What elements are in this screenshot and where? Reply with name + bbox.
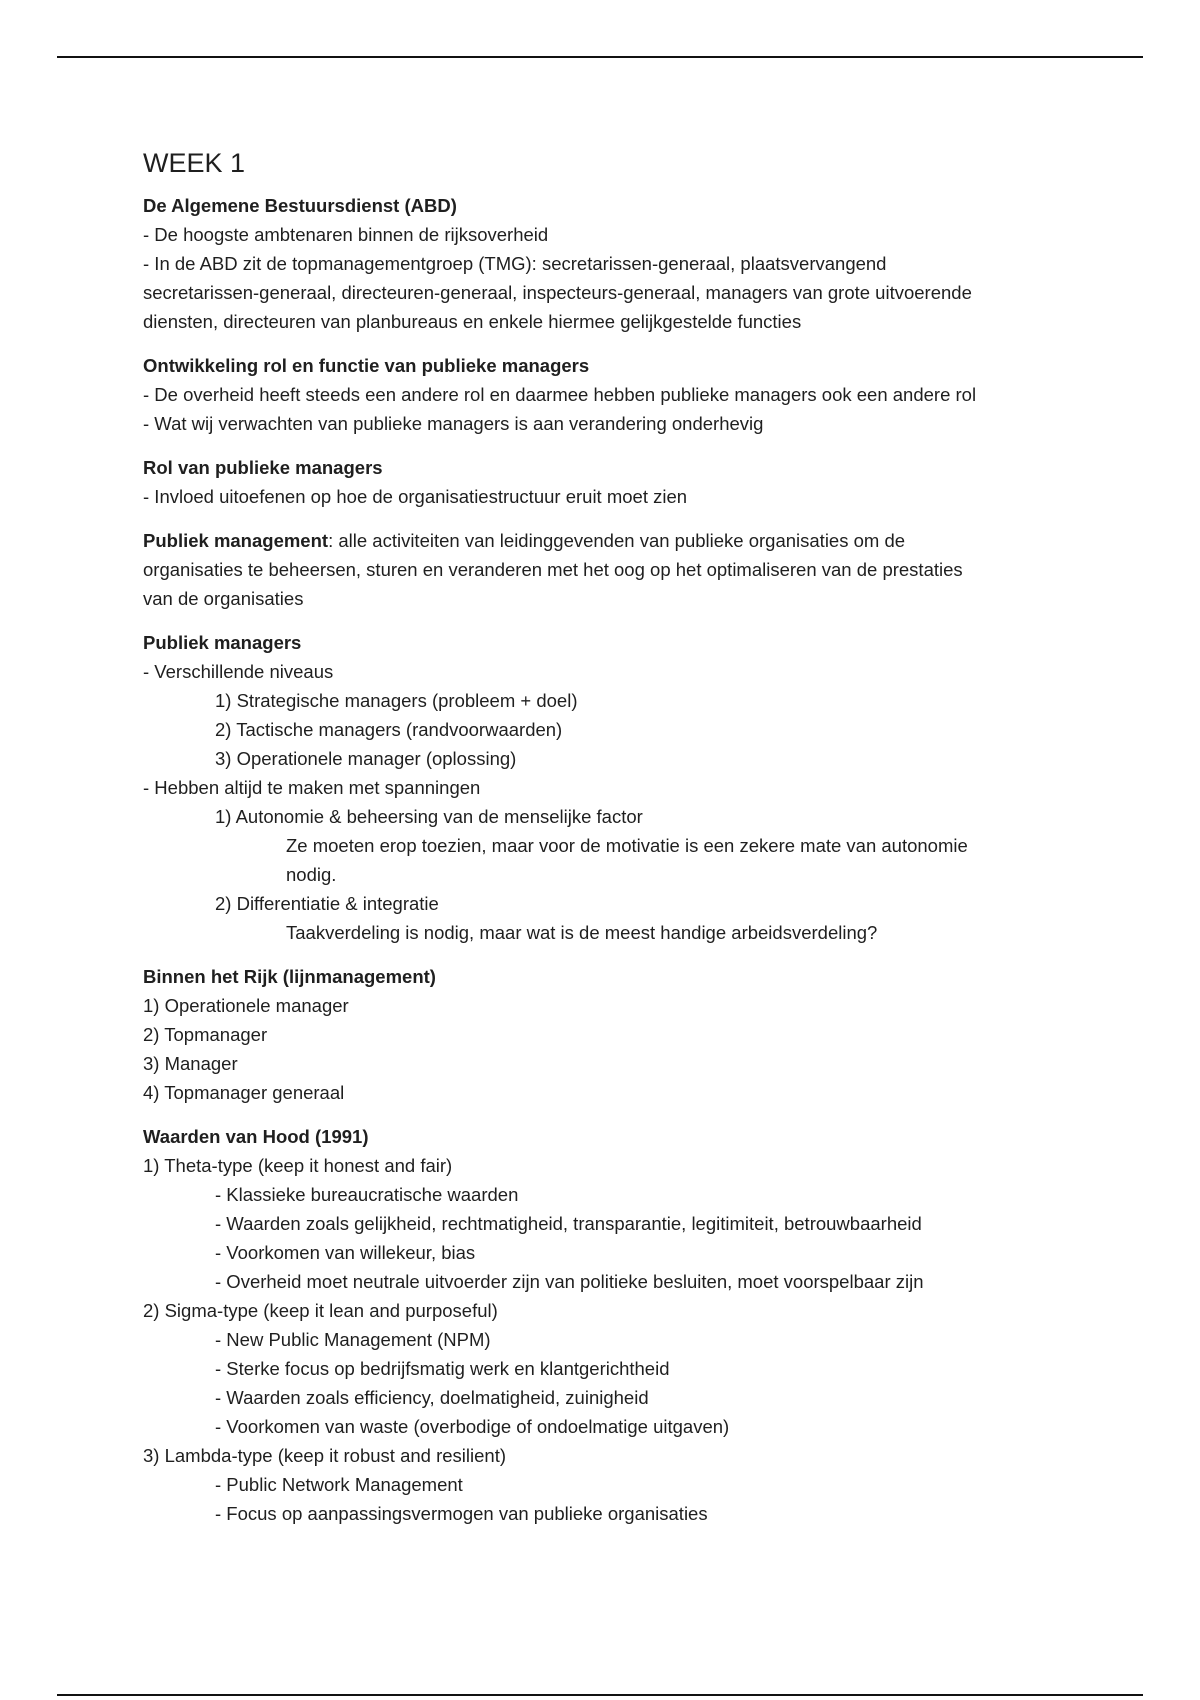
- text-line: - De hoogste ambtenaren binnen de rijksoverheid: [143, 224, 549, 245]
- list-item-detail: - Sterke focus op bedrijfsmatig werk en klantgerichtheid: [215, 1358, 670, 1379]
- text-line: - Invloed uitoefenen op hoe de organisatiestructuur eruit moet zien: [143, 486, 688, 507]
- definition-text: : alle activiteiten van leidinggevenden van publieke organisaties om de: [328, 530, 906, 551]
- list-item: 1) Theta-type (keep it honest and fair): [143, 1155, 453, 1176]
- list-item-detail: - New Public Management (NPM): [215, 1329, 491, 1350]
- header-rule: [57, 56, 1143, 58]
- section-heading: Waarden van Hood (1991): [143, 1126, 369, 1147]
- section-heading: Publiek managers: [143, 632, 302, 653]
- list-item: 1) Operationele manager: [143, 995, 349, 1016]
- text-line: organisaties te beheersen, sturen en veranderen met het oog op het optimaliseren van de prestaties: [143, 559, 963, 580]
- list-item-detail: Taakverdeling is nodig, maar wat is de meest handige arbeidsverdeling?: [286, 922, 878, 943]
- section-heading: Ontwikkeling rol en functie van publieke managers: [143, 355, 590, 376]
- list-item: 4) Topmanager generaal: [143, 1082, 345, 1103]
- list-item: 3) Manager: [143, 1053, 238, 1074]
- section-rol: [143, 453, 1063, 511]
- list-item-detail: - Public Network Management: [215, 1474, 463, 1495]
- list-item-detail: - Klassieke bureaucratische waarden: [215, 1184, 519, 1205]
- section-heading: Rol van publieke managers: [143, 457, 383, 478]
- text-line: - In de ABD zit de topmanagementgroep (TMG): secretarissen-generaal, plaatsvervangend: [143, 253, 887, 274]
- list-item: 3) Lambda-type (keep it robust and resilient): [143, 1445, 506, 1466]
- list-item-detail: Ze moeten erop toezien, maar voor de motivatie is een zekere mate van autonomie: [286, 835, 968, 856]
- text-line: van de organisaties: [143, 588, 304, 609]
- definition-term: Publiek management: [143, 530, 329, 551]
- text-line: - Wat wij verwachten van publieke managers is aan verandering onderhevig: [143, 413, 764, 434]
- section-hood: [143, 1122, 1063, 1528]
- list-item: 1) Strategische managers (probleem + doel): [215, 690, 578, 711]
- definition-line: [143, 526, 1063, 555]
- footer-rule: [57, 1694, 1143, 1696]
- list-item-detail: - Focus op aanpassingsvermogen van publieke organisaties: [215, 1503, 708, 1524]
- document-body: [143, 145, 1063, 1543]
- text-line: secretarissen-generaal, directeuren-generaal, inspecteurs-generaal, managers van grote uitvoerende: [143, 282, 972, 303]
- list-item-detail: - Voorkomen van waste (overbodige of ondoelmatige uitgaven): [215, 1416, 730, 1437]
- section-heading: De Algemene Bestuursdienst (ABD): [143, 195, 457, 216]
- list-item: 2) Sigma-type (keep it lean and purposeful): [143, 1300, 498, 1321]
- list-item-detail: - Voorkomen van willekeur, bias: [215, 1242, 476, 1263]
- page-title: WEEK 1: [143, 148, 246, 178]
- list-item: 3) Operationele manager (oplossing): [215, 748, 517, 769]
- list-item-detail: - Overheid moet neutrale uitvoerder zijn van politieke besluiten, moet voorspelbaar zijn: [215, 1271, 924, 1292]
- list-item-detail: - Waarden zoals efficiency, doelmatigheid, zuinigheid: [215, 1387, 649, 1408]
- list-item-detail: - Waarden zoals gelijkheid, rechtmatigheid, transparantie, legitimiteit, betrouwbaarheid: [215, 1213, 922, 1234]
- text-line: diensten, directeuren van planbureaus en enkele hiermee gelijkgestelde functies: [143, 311, 802, 332]
- list-item-detail: nodig.: [286, 864, 337, 885]
- section-heading: Binnen het Rijk (lijnmanagement): [143, 966, 436, 987]
- text-line: - Verschillende niveaus: [143, 661, 334, 682]
- list-item: 2) Topmanager: [143, 1024, 268, 1045]
- section-ontwikkeling: [143, 351, 1063, 438]
- list-item: 2) Differentiatie & integratie: [215, 893, 439, 914]
- list-item: 2) Tactische managers (randvoorwaarden): [215, 719, 563, 740]
- section-publiek-management: [143, 526, 1063, 613]
- section-rijk: [143, 962, 1063, 1107]
- text-line: - Hebben altijd te maken met spanningen: [143, 777, 481, 798]
- section-abd: [143, 191, 1063, 336]
- list-item: 1) Autonomie & beheersing van de menselijke factor: [215, 806, 643, 827]
- text-line: - De overheid heeft steeds een andere rol en daarmee hebben publieke managers ook een andere rol: [143, 384, 977, 405]
- section-publiek-managers: [143, 628, 1063, 947]
